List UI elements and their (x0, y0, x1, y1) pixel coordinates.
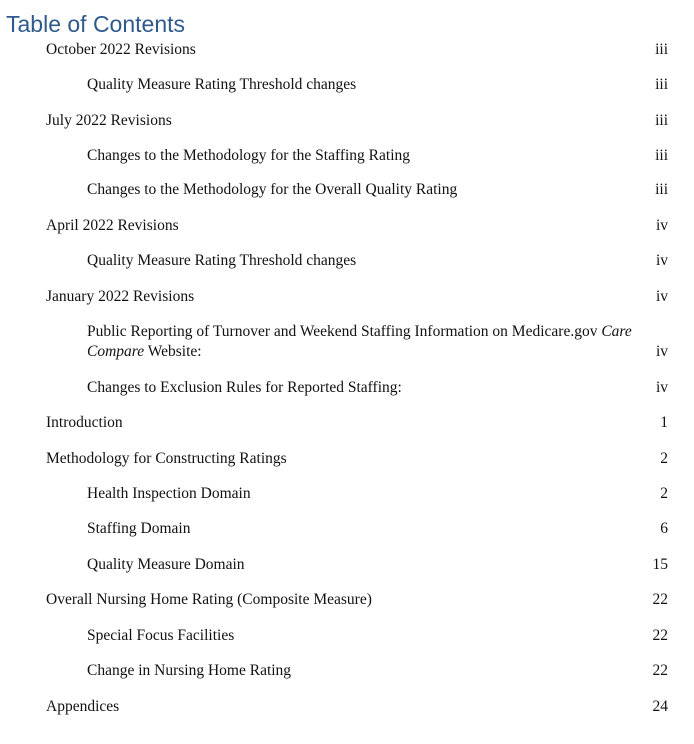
toc-page-number: iii (655, 41, 668, 58)
toc-entry-quality-measure-threshold-changes-oct[interactable]: Quality Measure Rating Threshold changes (87, 76, 357, 93)
toc-page-number: 6 (660, 520, 668, 537)
toc-page-number: iv (655, 343, 668, 360)
toc-page-number: 22 (652, 662, 668, 679)
toc-entry-april-2022-revisions[interactable]: April 2022 Revisions (46, 217, 179, 234)
toc-page-number: iii (655, 181, 668, 198)
toc-entry-overall-nursing-home-rating[interactable]: Overall Nursing Home Rating (Composite Measure) (46, 591, 372, 608)
toc-entry-text-italic: Care (601, 323, 632, 340)
toc-page-number: iii (655, 76, 668, 93)
toc-page-number: 15 (652, 556, 668, 573)
toc-entry-change-in-nursing-home-rating[interactable]: Change in Nursing Home Rating (87, 662, 292, 679)
toc-page-number: 22 (652, 627, 668, 644)
toc-page-number: iii (655, 112, 668, 129)
toc-page-number: 2 (660, 450, 668, 467)
toc-entry-staffing-rating-methodology-changes[interactable]: Changes to the Methodology for the Staffing Rating (87, 147, 411, 164)
toc-entry-text: Website: (147, 343, 202, 360)
toc-page-number: iv (655, 217, 668, 234)
toc-entry-january-2022-revisions[interactable]: January 2022 Revisions (46, 288, 195, 305)
toc-page-number: 22 (652, 591, 668, 608)
toc-entry-quality-measure-threshold-changes-apr[interactable]: Quality Measure Rating Threshold changes (87, 252, 357, 269)
toc-entry-public-reporting-turnover-weekend-staffing[interactable] (87, 322, 647, 362)
toc-entry-exclusion-rules-reported-staffing[interactable]: Changes to Exclusion Rules for Reported Staffing: (87, 379, 402, 396)
toc-entry-overall-quality-rating-methodology-changes[interactable]: Changes to the Methodology for the Overall Quality Rating (87, 181, 458, 198)
toc-page-number: iii (655, 147, 668, 164)
toc-entry-methodology-constructing-ratings[interactable]: Methodology for Constructing Ratings (46, 450, 287, 467)
toc-entry-introduction[interactable]: Introduction (46, 414, 123, 431)
toc-entry-text: Public Reporting of Turnover and Weekend Staffing Information on Medicare.gov (87, 323, 598, 340)
toc-entry-october-2022-revisions[interactable]: October 2022 Revisions (46, 41, 196, 58)
toc-page-number: 1 (660, 414, 668, 431)
toc-entry-text-italic: Compare (87, 343, 145, 360)
toc-page-number: iv (655, 288, 668, 305)
toc-page-number: 2 (660, 485, 668, 502)
toc-title: Table of Contents (6, 11, 186, 37)
toc-entry-appendices[interactable]: Appendices (46, 698, 120, 715)
toc-entry-quality-measure-domain[interactable]: Quality Measure Domain (87, 556, 245, 573)
toc-entry-july-2022-revisions[interactable]: July 2022 Revisions (46, 112, 172, 129)
toc-entry-staffing-domain[interactable]: Staffing Domain (87, 520, 191, 537)
toc-page-number: 24 (652, 698, 668, 715)
toc-page-number: iv (655, 252, 668, 269)
toc-entry-health-inspection-domain[interactable]: Health Inspection Domain (87, 485, 251, 502)
toc-entry-special-focus-facilities[interactable]: Special Focus Facilities (87, 627, 235, 644)
toc-page-number: iv (655, 379, 668, 396)
